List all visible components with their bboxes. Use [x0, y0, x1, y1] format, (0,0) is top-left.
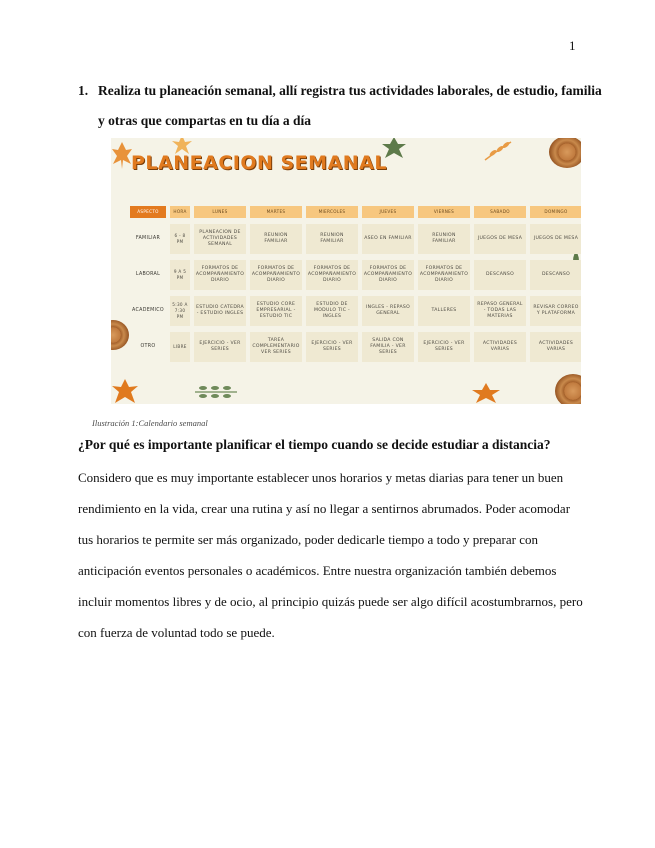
- planner-cell: JUEGOS DE MESA: [474, 224, 526, 254]
- question-2: ¿Por qué es importante planificar el tiempo cuando se decide estudiar a distancia?: [78, 437, 551, 452]
- planner-cell: FORMATOS DE ACOMPAÑAMIENTO DIARIO: [418, 260, 470, 290]
- branch-decoration-bottom: [193, 382, 239, 402]
- question-1-line-1: Realiza tu planeación semanal, allí registra tus actividades laborales, de estudio, familia: [98, 83, 602, 98]
- planner-cell: INGLES - REPASO GENERAL: [362, 296, 414, 326]
- header-aspect: ASPECTO: [130, 206, 166, 218]
- answer-line: tus horarios te permite ser más organizado, poder dedicarle tiempo a todo y preparar con: [78, 532, 539, 547]
- header-hour: HORA: [170, 206, 190, 218]
- weekly-planner-image: [111, 138, 581, 404]
- planner-cell: ASEO EN FAMILIAR: [362, 224, 414, 254]
- answer-line: rendimiento en la vida, crear una rutina y así no llegar a sentirnos abrumados. Poder acomodar: [78, 501, 571, 516]
- branch-decoration-top-right: [483, 140, 513, 162]
- planner-cell: DESCANSO: [474, 260, 526, 290]
- answer-line: incluir momentos libres y de ocio, al principio quizás puede ser algo difícil acostumbrarnos, pero: [78, 594, 583, 609]
- answer-line: anticipación eventos personales o académicos. Entre nuestra organización también debemos: [78, 563, 557, 578]
- figure-caption: Ilustración 1:Calendario semanal: [92, 418, 208, 428]
- leaf-decoration-top-left: [111, 140, 133, 170]
- header-saturday: SABADO: [474, 206, 526, 218]
- wood-log-bottom-right: [555, 374, 581, 404]
- leaf-decoration-bottom-left: [111, 378, 139, 404]
- answer-line: con fuerza de voluntad todo se puede.: [78, 625, 275, 640]
- header-monday: LUNES: [194, 206, 246, 218]
- planner-cell: TALLERES: [418, 296, 470, 326]
- header-tuesday: MARTES: [250, 206, 302, 218]
- row-aspect-label: LABORAL: [135, 272, 161, 277]
- planner-cell: TAREA COMPLEMENTARIO VER SERIES: [250, 332, 302, 362]
- header-sunday: DOMINGO: [530, 206, 581, 218]
- row-hour: 5:30 A 7:30 PM: [170, 296, 190, 326]
- wood-log-bottom-left: [111, 320, 129, 350]
- wood-log-top-right: [549, 138, 581, 168]
- planner-cell: REUNION FAMILIAR: [250, 224, 302, 254]
- planner-cell: FORMATOS DE ACOMPAÑAMIENTO DIARIO: [194, 260, 246, 290]
- row-hour: 9 A 5 PM: [170, 260, 190, 290]
- leaf-decoration-bottom-right: [471, 382, 501, 404]
- planner-cell: FORMATOS DE ACOMPAÑAMIENTO DIARIO: [306, 260, 358, 290]
- planner-cell: PLANEACION DE ACTIVIDADES SEMANAL: [194, 224, 246, 254]
- page-number: 1: [569, 38, 576, 53]
- row-aspect-label: FAMILIAR: [135, 236, 161, 241]
- header-wednesday: MIERCOLES: [306, 206, 358, 218]
- row-aspect-label: OTRO: [140, 344, 156, 349]
- planner-cell: EJERCICIO - VER SERIES: [194, 332, 246, 362]
- planner-cell: ESTUDIO DE MODULO TIC - INGLES: [306, 296, 358, 326]
- planner-cell: EJERCICIO - VER SERIES: [418, 332, 470, 362]
- planner-cell: EJERCICIO - VER SERIES: [306, 332, 358, 362]
- planner-grid: [130, 206, 581, 362]
- row-hour: 6 - 8 PM: [170, 224, 190, 254]
- planner-cell: ACTIVIDADES VARIAS: [474, 332, 526, 362]
- planner-cell: REUNION FAMILIAR: [306, 224, 358, 254]
- question-1-number: 1.: [78, 83, 89, 98]
- planner-cell: REVISAR CORREO Y PLATAFORMA: [530, 296, 581, 326]
- header-thursday: JUEVES: [362, 206, 414, 218]
- planner-title: PLANEACION SEMANAL: [131, 152, 387, 174]
- planner-cell: ESTUDIO CATEDRA - ESTUDIO INGLES: [194, 296, 246, 326]
- planner-cell: REPASO GENERAL - TODAS LAS MATERIAS: [474, 296, 526, 326]
- planner-cell: REUNION FAMILIAR: [418, 224, 470, 254]
- answer-line: Considero que es muy importante establecer unos horarios y metas diarias para tener un buen: [78, 470, 564, 485]
- planner-cell: FORMATOS DE ACOMPAÑAMIENTO DIARIO: [362, 260, 414, 290]
- planner-cell: FORMATOS DE ACOMPAÑAMIENTO DIARIO: [250, 260, 302, 290]
- planner-cell: JUEGOS DE MESA: [530, 224, 581, 254]
- planner-cell: ESTUDIO CORE EMPRESARIAL - ESTUDIO TIC: [250, 296, 302, 326]
- question-1-line-2: y otras que compartas en tu día a día: [98, 113, 312, 128]
- planner-cell: SALIDA CON FAMILIA - VER SERIES: [362, 332, 414, 362]
- row-aspect-label: ACADEMICO: [132, 308, 164, 313]
- header-friday: VIERNES: [418, 206, 470, 218]
- planner-cell: ACTIVIDADES VARIAS: [530, 332, 581, 362]
- planner-cell: DESCANSO: [530, 260, 581, 290]
- row-hour: LIBRE: [170, 332, 190, 362]
